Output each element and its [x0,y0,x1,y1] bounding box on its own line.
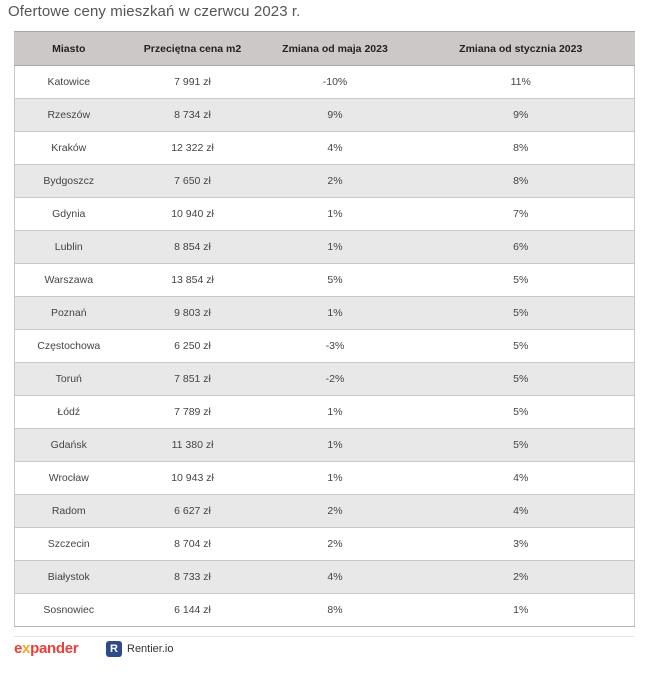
expander-logo-rest: pander [30,640,79,657]
cell-change-may: -10% [263,66,408,99]
cell-change-may: 1% [263,297,408,330]
cell-avg-price: 7 650 zł [123,165,263,198]
cell-avg-price: 6 250 zł [123,330,263,363]
cell-change-may: 2% [263,528,408,561]
cell-avg-price: 6 627 zł [123,495,263,528]
cell-avg-price: 13 854 zł [123,264,263,297]
table-row [15,462,635,495]
cell-change-january: 8% [408,165,635,198]
cell-city: Wrocław [15,462,123,495]
cell-change-may: 1% [263,198,408,231]
cell-change-january: 1% [408,594,635,627]
cell-avg-price: 11 380 zł [123,429,263,462]
cell-change-january: 6% [408,231,635,264]
header-cell-city: Miasto [15,32,123,66]
cell-city: Szczecin [15,528,123,561]
cell-city: Kraków [15,132,123,165]
cell-avg-price: 10 940 zł [123,198,263,231]
table-row [15,231,635,264]
rentier-logo [106,641,173,657]
price-table-container [14,31,634,627]
cell-city: Rzeszów [15,99,123,132]
cell-change-january: 11% [408,66,635,99]
cell-city: Radom [15,495,123,528]
footer-divider [14,636,634,637]
price-table [14,31,635,627]
cell-change-january: 4% [408,462,635,495]
cell-change-january: 4% [408,495,635,528]
cell-avg-price: 8 704 zł [123,528,263,561]
cell-change-january: 2% [408,561,635,594]
cell-change-january: 5% [408,264,635,297]
cell-city: Lublin [15,231,123,264]
cell-change-may: 2% [263,165,408,198]
cell-avg-price: 8 734 zł [123,99,263,132]
cell-change-may: 4% [263,132,408,165]
table-row [15,132,635,165]
cell-city: Sosnowiec [15,594,123,627]
table-row [15,363,635,396]
header-cell-change-january: Zmiana od stycznia 2023 [408,32,635,66]
expander-logo-e: e [14,640,23,657]
cell-change-may: 5% [263,264,408,297]
cell-change-may: 1% [263,462,408,495]
table-row [15,66,635,99]
expander-logo-x: x [22,640,31,657]
rentier-logo-text: Rentier.io [127,643,174,655]
cell-city: Katowice [15,66,123,99]
table-row [15,528,635,561]
cell-avg-price: 12 322 zł [123,132,263,165]
cell-change-may: -2% [263,363,408,396]
page-title: Ofertowe ceny mieszkań w czerwcu 2023 r. [8,3,301,20]
cell-change-january: 5% [408,429,635,462]
table-row [15,594,635,627]
cell-avg-price: 9 803 zł [123,297,263,330]
cell-city: Warszawa [15,264,123,297]
cell-change-may: 8% [263,594,408,627]
cell-change-may: 4% [263,561,408,594]
table-row [15,330,635,363]
cell-city: Łódź [15,396,123,429]
cell-avg-price: 6 144 zł [123,594,263,627]
cell-change-may: 1% [263,429,408,462]
header-row [15,32,635,66]
table-row [15,495,635,528]
cell-change-january: 7% [408,198,635,231]
table-row [15,264,635,297]
cell-avg-price: 8 733 zł [123,561,263,594]
cell-change-may: 9% [263,99,408,132]
table-row [15,297,635,330]
table-header [15,32,635,66]
table-row [15,165,635,198]
cell-change-january: 9% [408,99,635,132]
cell-change-january: 8% [408,132,635,165]
cell-change-january: 3% [408,528,635,561]
cell-change-january: 5% [408,330,635,363]
header-cell-avg-price: Przeciętna cena m2 [123,32,263,66]
cell-city: Gdynia [15,198,123,231]
cell-city: Toruń [15,363,123,396]
cell-change-may: 1% [263,396,408,429]
table-body [15,66,635,627]
cell-avg-price: 7 851 zł [123,363,263,396]
table-row [15,561,635,594]
cell-avg-price: 7 789 zł [123,396,263,429]
cell-change-may: 2% [263,495,408,528]
cell-avg-price: 7 991 zł [123,66,263,99]
header-cell-change-may: Zmiana od maja 2023 [263,32,408,66]
cell-change-january: 5% [408,297,635,330]
cell-city: Poznań [15,297,123,330]
cell-change-may: -3% [263,330,408,363]
rentier-badge-icon: R [106,641,122,657]
cell-city: Bydgoszcz [15,165,123,198]
cell-avg-price: 10 943 zł [123,462,263,495]
table-row [15,198,635,231]
cell-city: Gdańsk [15,429,123,462]
cell-change-january: 5% [408,396,635,429]
cell-change-may: 1% [263,231,408,264]
cell-change-january: 5% [408,363,635,396]
cell-city: Częstochowa [15,330,123,363]
cell-city: Białystok [15,561,123,594]
table-row [15,396,635,429]
expander-logo [14,640,78,657]
table-row [15,429,635,462]
table-row [15,99,635,132]
cell-avg-price: 8 854 zł [123,231,263,264]
